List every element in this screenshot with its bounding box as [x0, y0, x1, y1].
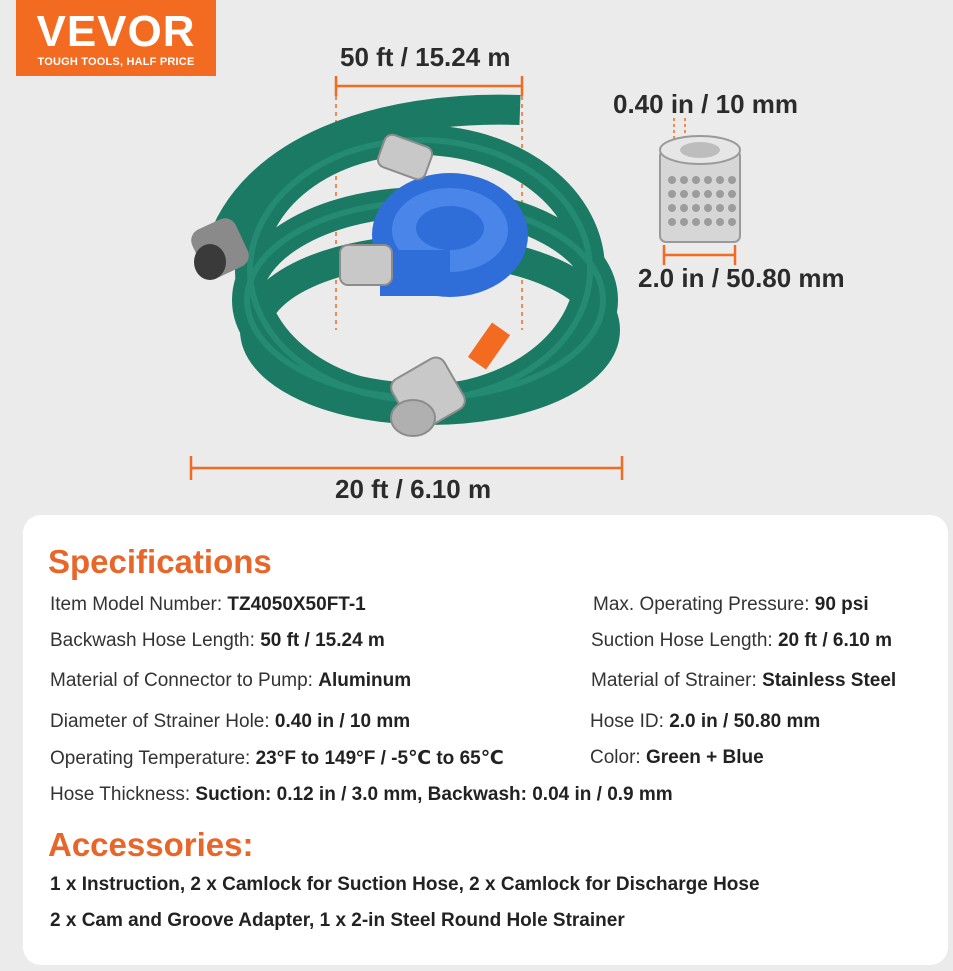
spec-color-value: Green + Blue	[645, 747, 764, 768]
spec-model-label: Item Model Number:	[50, 594, 228, 615]
spec-pressure-label: Max. Operating Pressure:	[593, 594, 815, 615]
spec-temperature	[50, 747, 504, 770]
spec-connector-material-value: Aluminum	[318, 670, 412, 691]
spec-thickness-value: Suction: 0.12 in / 3.0 mm, Backwash: 0.04 in / 0.9 mm	[195, 784, 673, 805]
accessories-title: Accessories:	[48, 826, 254, 863]
spec-temperature-value: 23°F to 149°F / -5℃ to 65℃	[255, 748, 504, 769]
spec-pressure	[593, 594, 869, 616]
spec-connector-material-label: Material of Connector to Pump:	[50, 670, 319, 691]
spec-hose-id-value: 2.0 in / 50.80 mm	[669, 711, 821, 732]
spec-backwash-length-label: Backwash Hose Length:	[50, 630, 261, 651]
spec-hose-id-label: Hose ID:	[590, 711, 670, 732]
spec-strainer-material	[591, 670, 896, 692]
backwash-length-label: 50 ft / 15.24 m	[340, 42, 511, 72]
spec-suction-length	[591, 630, 892, 652]
spec-connector-material	[50, 670, 411, 692]
accessories-line-1: 1 x Instruction, 2 x Camlock for Suction Hose, 2 x Camlock for Discharge Hose	[50, 874, 760, 895]
spec-model-value: TZ4050X50FT-1	[227, 594, 366, 615]
accessories-line-2: 2 x Cam and Groove Adapter, 1 x 2-in Steel Round Hole Strainer	[50, 910, 625, 931]
strainer-diameter-label: 2.0 in / 50.80 mm	[638, 263, 845, 293]
spec-model	[50, 594, 366, 616]
suction-length-label: 20 ft / 6.10 m	[335, 474, 492, 504]
spec-strainer-material-value: Stainless Steel	[762, 670, 897, 691]
spec-pressure-value: 90 psi	[814, 594, 869, 615]
spec-thickness-label: Hose Thickness:	[50, 784, 196, 805]
spec-thickness	[50, 784, 673, 806]
spec-strainer-material-label: Material of Strainer:	[591, 670, 763, 691]
specifications-card	[23, 515, 948, 965]
spec-hose-id	[590, 711, 820, 733]
strainer-hole-label: 0.40 in / 10 mm	[613, 89, 798, 119]
spec-strainer-hole	[50, 711, 410, 733]
spec-strainer-hole-value: 0.40 in / 10 mm	[274, 711, 411, 732]
spec-strainer-hole-label: Diameter of Strainer Hole:	[50, 711, 275, 732]
spec-backwash-length-value: 50 ft / 15.24 m	[260, 630, 385, 651]
spec-suction-length-value: 20 ft / 6.10 m	[777, 630, 893, 651]
strainer	[660, 136, 740, 242]
spec-color	[590, 747, 764, 769]
specifications-title: Specifications	[48, 543, 272, 580]
logo-tagline: TOUGH TOOLS, HALF PRICE	[37, 56, 195, 68]
spec-temperature-label: Operating Temperature:	[50, 748, 256, 769]
spec-color-label: Color:	[590, 747, 646, 768]
hose-label-tag	[468, 322, 510, 369]
logo-brand: VEVOR	[36, 7, 196, 56]
backwash-hose	[372, 173, 528, 297]
spec-suction-length-label: Suction Hose Length:	[591, 630, 778, 651]
spec-backwash-length	[50, 630, 385, 652]
